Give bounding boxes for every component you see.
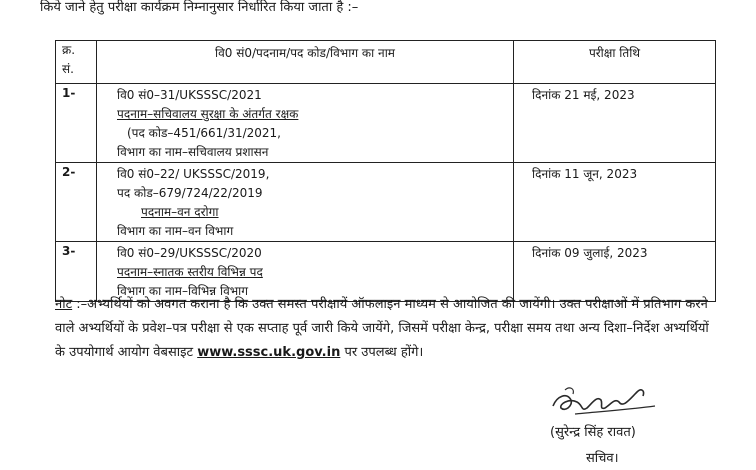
signatory-name: (सुरेन्द्र सिंह रावत) [550,425,636,440]
table-header-row [56,41,716,84]
post-line [117,263,513,282]
post-line-text: पदनाम–वन दरोगा [141,205,219,219]
header-sn-line1: क्र. [62,43,76,57]
row-post-details [97,84,514,163]
note-paragraph [55,293,720,365]
post-line [117,105,513,124]
post-line-text: पदनाम–स्नातक स्तरीय विभिन्न पद [117,265,263,279]
post-line: पद कोड–679/724/22/2019 [117,186,263,200]
intro-text: किये जाने हेतु परीक्षा कार्यक्रम निम्नानुसार निर्धारित किया जाता है :– [40,0,359,15]
row-serial-number: 2- [56,163,97,242]
row-post-details [97,163,514,242]
post-line: वि0 सं0–22/ UKSSSC/2019, [117,167,270,181]
note-label: नोट [55,297,73,312]
header-exam-date: परीक्षा तिथि [514,41,716,84]
post-line: वि0 सं0–29/UKSSSC/2020 [117,246,262,260]
note-text-end: पर उपलब्ध होंगे। [340,345,424,360]
post-line: विभाग का नाम–विभिन्न विभाग [117,284,249,298]
post-line-text: पदनाम–सचिवालय सुरक्षा के अंतर्गत रक्षक [117,107,299,121]
post-line: विभाग का नाम–सचिवालय प्रशासन [117,145,269,159]
row-exam-date: दिनांक 11 जून, 2023 [514,163,716,242]
row-exam-date: दिनांक 09 जुलाई, 2023 [514,242,716,302]
post-line [117,203,513,222]
header-post-details: वि0 सं0/पदनाम/पद कोड/विभाग का नाम [97,41,514,84]
table-row [56,84,716,163]
table-row [56,163,716,242]
post-line: वि0 सं0–31/UKSSSC/2021 [117,88,262,102]
website-link[interactable]: www.sssc.uk.gov.in [197,345,341,360]
exam-schedule-table [55,40,716,302]
signatory-designation: सचिव। [586,451,619,466]
signature-image [545,378,685,424]
row-serial-number: 3- [56,242,97,302]
header-serial-number [56,41,97,84]
post-line: (पद कोड–451/661/31/2021, [127,126,281,140]
header-sn-line2: सं. [62,62,74,76]
row-exam-date: दिनांक 21 मई, 2023 [514,84,716,163]
note-text: :–अभ्यर्थियों को अवगत कराना है कि उक्त समस्त परीक्षायें ऑफलाइन माध्यम से आयोजित की जायेंगी। उक्त परीक्षाओं में प्रतिभाग करने वाले अभ्यर्थियों के प्रवेश–पत्र परीक्षा से एक सप्ताह पूर्व जारी किये जायेंगे, जिसमें परीक्षा केन्द्र, परीक्षा समय तथा अन्य दिशा–निर्देश अभ्यर्थियों के उपयोगार्थ आयोग वेबसाइट [55,297,709,360]
row-serial-number: 1- [56,84,97,163]
post-line: विभाग का नाम–वन विभाग [117,224,234,238]
